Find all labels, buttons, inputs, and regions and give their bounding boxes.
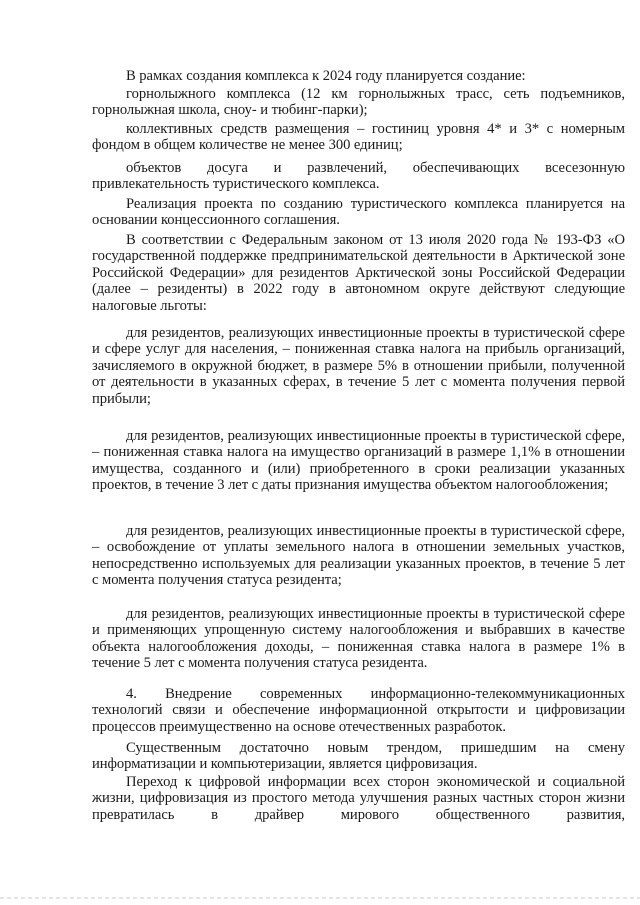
paragraph-concession: Реализация проекта по созданию туристического комплекса планируется на основании концессионного соглашения.: [92, 196, 625, 229]
paragraph-land-tax-benefit: для резидентов, реализующих инвестиционные проекты в туристической сфере, – освобождение от уплаты земельного налога в отношении земельных участков, непосредственно используемых для реализации указанных проектов, в течение 5 лет с момента получения статуса резидента;: [92, 523, 625, 589]
paragraph-simplified-tax-benefit: для резидентов, реализующих инвестиционные проекты в туристической сфере и применяющих упрощенную систему налогообложения и выбравших в качестве объекта налогообложения доходы, – пониженная ставка налога в размере 1% в течение 5 лет с момента получения статуса резидента.: [92, 606, 625, 672]
paragraph-accommodation: коллективных средств размещения – гостиниц уровня 4* и 3* с номерным фондом в общем количестве не менее 300 единиц;: [92, 121, 625, 154]
paragraph-property-tax-benefit: для резидентов, реализующих инвестиционные проекты в туристической сфере, – пониженная ставка налога на имущество организаций в размере 1,1% в отношении имущества, созданного и (или) приобретенного в сроки реализации указанных проектов, в течение 3 лет с даты признания имущества объектом налогообложения;: [92, 428, 625, 494]
paragraph-intro: В рамках создания комплекса к 2024 году планируется создание:: [126, 68, 526, 84]
paragraph-ski-complex: горнолыжного комплекса (12 км горнолыжных трасс, сеть подъемников, горнолыжная школа, сноу- и тюбинг-парки);: [92, 86, 625, 119]
paragraph-digitalization-trend: Существенным достаточно новым трендом, пришедшим на смену информатизации и компьютеризации, является цифровизация.: [92, 740, 625, 773]
scan-edge-line: [0, 897, 640, 899]
paragraph-federal-law: В соответствии с Федеральным законом от 13 июля 2020 года № 193-ФЗ «О государственной поддержке предпринимательской деятельности в Арктической зоне Российской Федерации» для резидентов Арктической зоны Российской Федерации (далее – резиденты) в 2022 году в автономном округе действуют следующие налоговые льготы:: [92, 232, 625, 314]
paragraph-digital-transition: Переход к цифровой информации всех сторон экономической и социальной жизни, цифровизация из простого метода улучшения разных частных сторон жизни превратилась в драйвер мирового общественного развития,: [92, 774, 625, 823]
paragraph-leisure: объектов досуга и развлечений, обеспечивающих всесезонную привлекательность туристического комплекса.: [92, 160, 625, 193]
paragraph-section-4-heading: 4. Внедрение современных информационно-телекоммуникационных технологий связи и обеспечение информационной открытости и цифровизации процессов преимущественно на основе отечественных разработок.: [92, 686, 625, 735]
paragraph-profit-tax-benefit: для резидентов, реализующих инвестиционные проекты в туристической сфере и сфере услуг для населения, – пониженная ставка налога на прибыль организаций, зачисляемого в окружной бюджет, в размере 5% в отношении прибыли, полученной от деятельности в указанных сферах, в течение 5 лет с момента получения первой прибыли;: [92, 325, 625, 407]
